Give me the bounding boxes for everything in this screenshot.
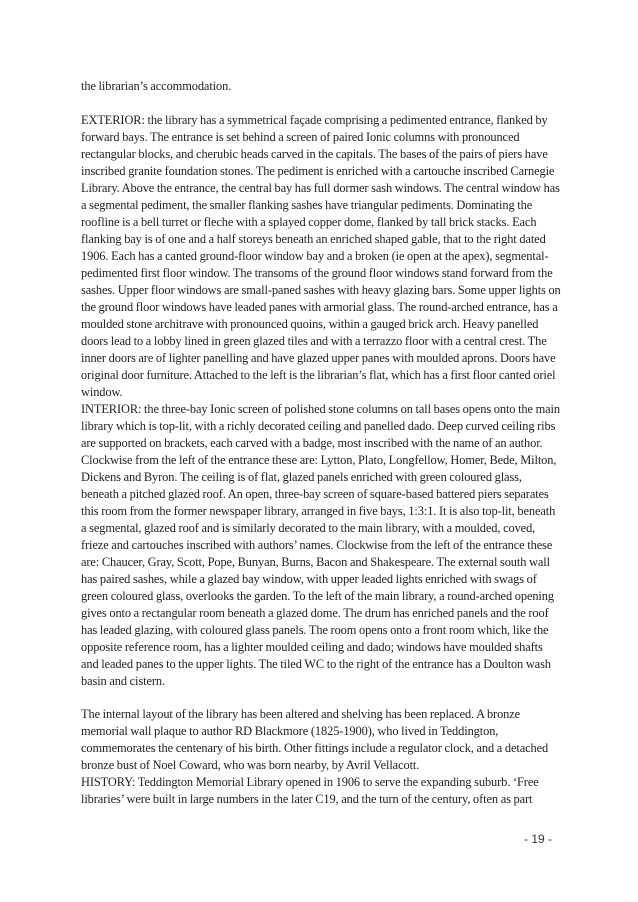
page-number: - 19 -	[523, 832, 552, 846]
paragraph-interior: INTERIOR: the three-bay Ionic screen of polished stone columns on tall bases opens onto the main library which is top-lit, with a richly decorated ceiling and panelled dado. Deep curved ceiling ribs are supported on brackets, each carved with a badge, most inscribed with the name of an author. Clockwise from the left of the entrance these are: Lytton, Plato, Longfellow, Homer, Bede, Milton, Dickens and Byron. The ceiling is of flat, glazed panels enriched with green coloured glass, beneath a pitched glazed roof. An open, three-bay screen of square-based battered piers separates this room from the former newspaper library, arranged in five bays, 1:3:1. It is also top-lit, beneath a segmental, glazed roof and is similarly decorated to the main library, with a moulded, coved, frieze and cartouches inscribed with authors’ names. Clockwise from the left of the entrance these are: Chaucer, Gray, Scott, Pope, Bunyan, Burns, Bacon and Shakespeare. The external south wall has paired sashes, while a glazed bay window, with upper leaded lights enriched with swags of green coloured glass, overlooks the garden. To the left of the main library, a round-arched opening gives onto a rectangular room beneath a glazed dome. The drum has enriched panels and the roof has leaded glazing, with coloured glass panels. The room opens onto a front room which, like the opposite reference room, has a lighter moulded ceiling and dado; windows have moulded shafts and leaded panes to the upper lights. The tiled WC to the right of the entrance has a Doulton wash basin and cistern.	[81, 402, 560, 688]
paragraph-history: HISTORY: Teddington Memorial Library opened in 1906 to serve the expanding suburb. ‘Free libraries’ were built in large numbers in the later C19, and the turn of the century, often as part	[81, 775, 539, 806]
paragraph-exterior: EXTERIOR: the library has a symmetrical façade comprising a pedimented entrance, flanked by forward bays. The entrance is set behind a screen of paired Ionic columns with pronounced rectangular blocks, and cherubic heads carved in the capitals. The bases of the pairs of piers have inscribed granite foundation stones. The pediment is enriched with a cartouche inscribed Carnegie Library. Above the entrance, the central bay has full dormer sash windows. The central window has a segmental pediment, the smaller flanking sashes have triangular pediments. Dominating the roofline is a bell turret or fleche with a splayed copper dome, flanked by tall brick stacks. Each flanking bay is of one and a half storeys beneath an enriched shaped gable, that to the right dated 1906. Each has a canted ground-floor window bay and a broken (ie open at the apex), segmental-pedimented first floor window. The transoms of the ground floor windows stand forward from the sashes. Upper floor windows are small-paned sashes with heavy glazing bars. Some upper lights on the ground floor windows have leaded panes with armorial glass. The round-arched entrance, has a moulded stone architrave with pronounced quoins, within a gauged brick arch. Heavy panelled doors lead to a lobby lined in green glazed tiles and with a terrazzo floor with a central crest. The inner doors are of lighter panelling and have glazed upper panes with moulded aprons. Doors have original door furniture. Attached to the left is the librarian’s flat, which has a first floor canted oriel window.	[81, 113, 561, 399]
paragraph-internal-layout: The internal layout of the library has been altered and shelving has been replaced. A bronze memorial wall plaque to author RD Blackmore (1825-1900), who lived in Teddington, commemorates the centenary of his birth. Other fittings include a regulator clock, and a detached bronze bust of Noel Coward, who was born nearby, by Avril Vellacott.	[81, 707, 549, 772]
paragraph-lead: the librarian’s accommodation.	[81, 79, 232, 93]
